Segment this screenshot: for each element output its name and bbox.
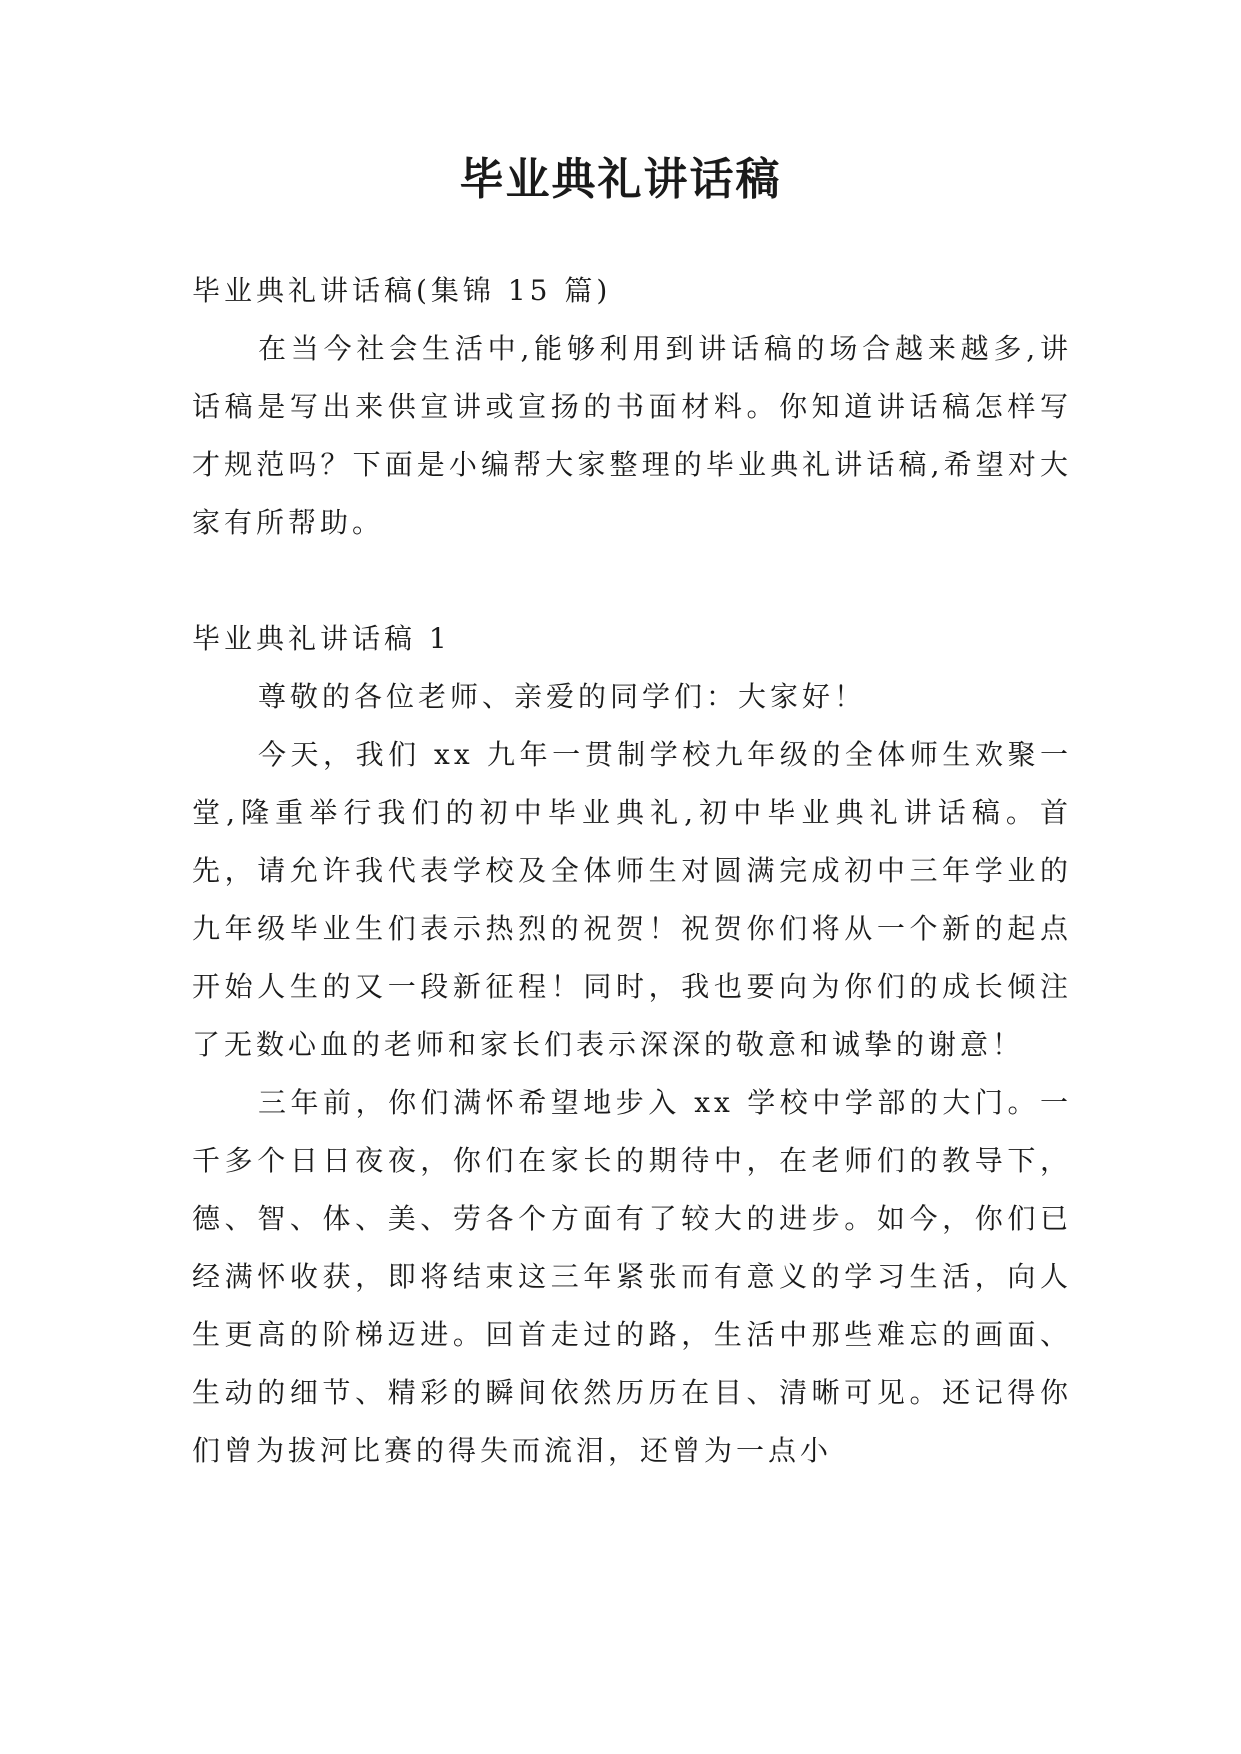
document-subtitle: 毕业典礼讲话稿(集锦 15 篇) (192, 274, 612, 307)
document-body (192, 262, 1072, 1480)
greeting-paragraph: 尊敬的各位老师、亲爱的同学们：大家好！ (258, 680, 867, 713)
body-paragraph: 今天，我们 xx 九年一贯制学校九年级的全体师生欢聚一堂,隆重举行我们的初中毕业典礼,初中毕业典礼讲话稿。首先，请允许我代表学校及全体师生对圆满完成初中三年学业的九年级毕业生们表示热烈的祝贺！祝贺你们将从一个新的起点开始人生的又一段新征程！同时，我也要向为你们的成长倾注了无数心血的老师和家长们表示深深的敬意和诚挚的谢意！ (192, 738, 1072, 1061)
document-title: 毕业典礼讲话稿 (459, 154, 782, 205)
body-paragraph: 三年前，你们满怀希望地步入 xx 学校中学部的大门。一千多个日日夜夜，你们在家长的期待中，在老师们的教导下，德、智、体、美、劳各个方面有了较大的进步。如今，你们已经满怀收获，即将结束这三年紧张而有意义的学习生活，向人生更高的阶梯迈进。回首走过的路，生活中那些难忘的画面、生动的细节、精彩的瞬间依然历历在目、清晰可见。还记得你们曾为拔河比赛的得失而流泪，还曾为一点小 (192, 1086, 1072, 1467)
section-heading: 毕业典礼讲话稿 1 (192, 622, 451, 655)
intro-paragraph: 在当今社会生活中,能够利用到讲话稿的场合越来越多,讲话稿是写出来供宣讲或宣扬的书面材料。你知道讲话稿怎样写才规范吗？下面是小编帮大家整理的毕业典礼讲话稿,希望对大家有所帮助。 (192, 332, 1072, 539)
